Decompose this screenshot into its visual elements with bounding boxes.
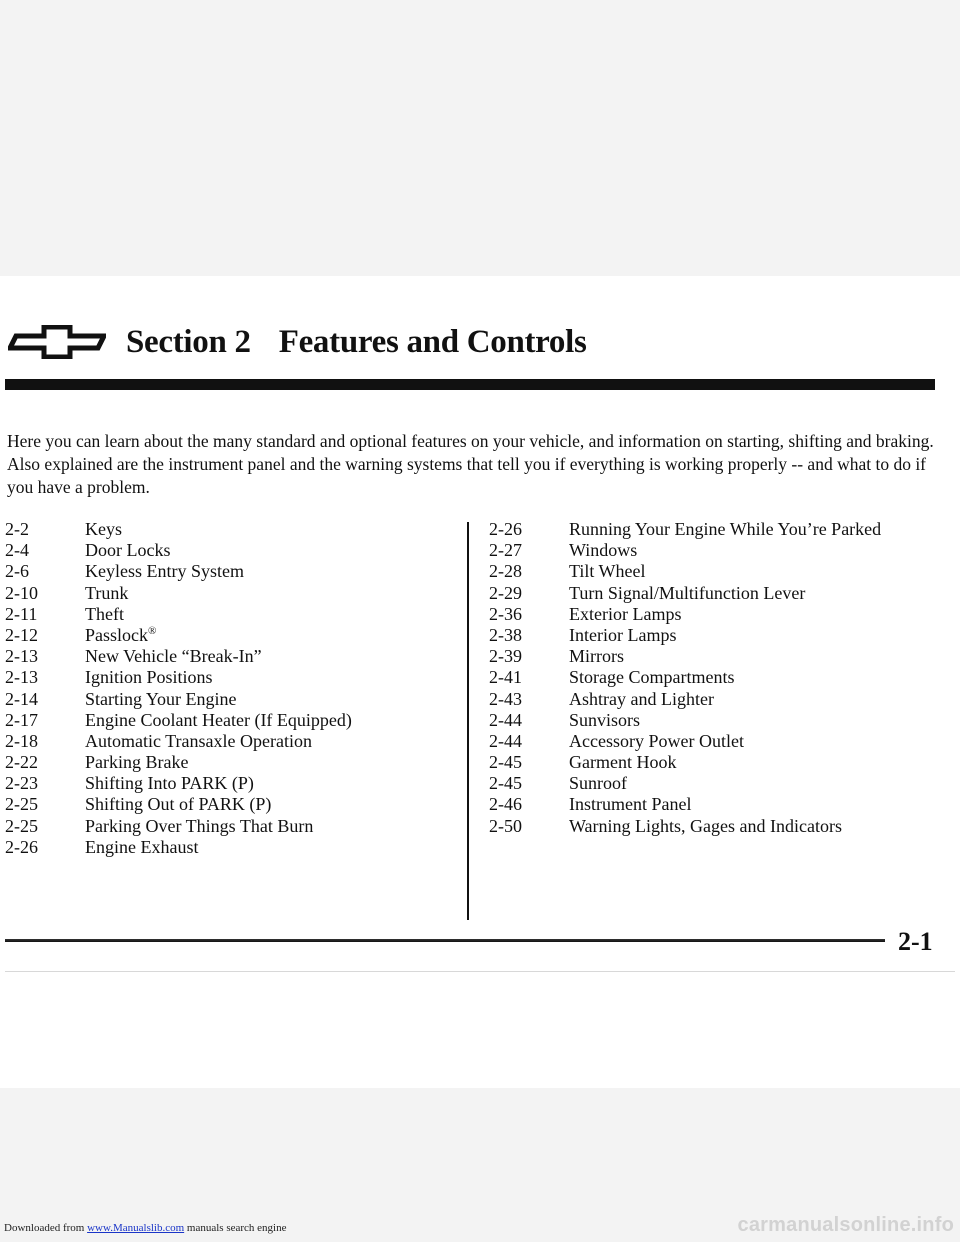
toc-entry (489, 752, 929, 773)
toc-entry (5, 625, 445, 646)
download-footer (4, 1222, 286, 1234)
toc-page-number: 2-29 (489, 582, 522, 603)
toc-title-text: Windows (569, 540, 638, 561)
toc-title (85, 667, 445, 688)
toc-title-text: Running Your Engine While You’re Parked (569, 519, 882, 539)
registered-mark: ® (148, 624, 157, 637)
toc-entry (489, 604, 929, 625)
toc-entry (5, 604, 445, 625)
toc-title (569, 667, 929, 688)
toc-page-number: 2-25 (5, 794, 38, 815)
toc-title-text: Passlock (85, 624, 148, 645)
toc-entry (5, 731, 445, 752)
toc-title (85, 731, 445, 752)
toc-title-text: Door Locks (85, 540, 171, 561)
toc-page-number: 2-17 (5, 709, 38, 730)
toc-entry (5, 561, 445, 582)
toc-entry (5, 773, 445, 794)
toc-page-number: 2-11 (5, 603, 38, 624)
toc-page-number: 2-28 (489, 561, 522, 582)
toc-title (569, 625, 929, 646)
toc-title-text: Accessory Power Outlet (569, 730, 744, 751)
toc-page-number: 2-13 (5, 667, 38, 688)
toc-page-number: 2-2 (5, 519, 29, 539)
toc-title-text: Exterior Lamps (569, 603, 682, 624)
toc-title (85, 583, 445, 604)
intro-paragraph: Here you can learn about the many standard and optional features on your vehicle, and information on starting, shifting and braking. Also explained are the instrument panel and the warning systems that tell you if everything is working properly -- and what to do if you have a problem. (7, 431, 934, 497)
toc-page-number: 2-44 (489, 709, 522, 730)
toc-page-number: 2-39 (489, 646, 522, 667)
page-number: 2-1 (898, 927, 933, 956)
toc-entry (5, 667, 445, 688)
page-title (126, 324, 587, 361)
toc-entry (489, 667, 929, 688)
toc-page-number: 2-44 (489, 730, 522, 751)
toc-title (569, 646, 929, 667)
footer-prefix: Downloaded from (4, 1222, 88, 1234)
toc-page-number: 2-36 (489, 603, 522, 624)
toc-entry (489, 625, 929, 646)
manualslib-link[interactable]: www.Manualslib.com (87, 1222, 185, 1234)
footer-rule (5, 939, 885, 942)
footer-suffix: manuals search engine (184, 1222, 287, 1234)
toc-page-number: 2-22 (5, 752, 38, 773)
toc-title (569, 561, 929, 582)
toc-page-number: 2-23 (5, 773, 38, 794)
toc-page-number: 2-38 (489, 624, 522, 645)
toc-page-number: 2-14 (5, 688, 38, 709)
toc-title-text: Keyless Entry System (85, 561, 244, 582)
toc-entry (5, 646, 445, 667)
toc-page-number: 2-4 (5, 540, 29, 561)
toc-entry (489, 583, 929, 604)
toc-page-number: 2-26 (5, 836, 38, 857)
toc-title (569, 604, 929, 625)
toc-entry (489, 689, 929, 710)
toc-title-text: Parking Brake (85, 752, 189, 773)
toc-title-text: Garment Hook (569, 752, 677, 773)
toc-page-number: 2-25 (5, 815, 38, 836)
toc-title (569, 540, 929, 561)
toc-title (569, 773, 929, 794)
toc-page-number: 2-18 (5, 730, 38, 751)
toc-page-number: 2-13 (5, 646, 38, 667)
toc-title (569, 794, 929, 815)
toc-entry (5, 752, 445, 773)
toc-entry (489, 794, 929, 815)
toc-page-number: 2-50 (489, 815, 522, 836)
section-header (8, 322, 587, 362)
toc-title-text: Ashtray and Lighter (569, 688, 714, 709)
toc-title (569, 731, 929, 752)
toc-entry (489, 773, 929, 794)
toc-title-text: Starting Your Engine (85, 688, 237, 709)
toc-page-number: 2-12 (5, 624, 38, 645)
toc-title-text: Interior Lamps (569, 624, 677, 645)
toc-page-number: 2-6 (5, 561, 29, 582)
toc-entry (489, 816, 929, 837)
toc-title (85, 689, 445, 710)
toc-entry (5, 519, 445, 540)
toc-title-text: Sunroof (569, 773, 627, 794)
toc-entry (5, 710, 445, 731)
toc-title-text: Tilt Wheel (569, 561, 646, 582)
toc-title (85, 752, 445, 773)
toc-entry (489, 540, 929, 561)
toc-title (85, 710, 445, 731)
toc-title (569, 710, 929, 731)
toc-title-text: Instrument Panel (569, 794, 692, 815)
toc-title-text: Shifting Out of PARK (P) (85, 794, 272, 815)
toc-page-number: 2-45 (489, 773, 522, 794)
toc-title-text: Trunk (85, 582, 129, 603)
scan-line (5, 971, 955, 972)
toc-entry (489, 561, 929, 582)
toc-title (85, 646, 445, 667)
toc-title-text: Storage Compartments (569, 667, 735, 688)
toc-title (569, 752, 929, 773)
toc-title (569, 816, 929, 837)
toc-title-text: Theft (85, 603, 124, 624)
toc-entry (5, 540, 445, 561)
toc-title-text: Parking Over Things That Burn (85, 815, 314, 836)
toc-title (85, 540, 445, 561)
toc-title (85, 519, 445, 540)
toc-title (85, 561, 445, 582)
toc-title-text: Engine Coolant Heater (If Equipped) (85, 709, 352, 730)
toc-entry (5, 816, 445, 837)
toc-page-number: 2-45 (489, 752, 522, 773)
watermark: carmanualsonline.info (737, 1214, 954, 1236)
toc-entry (489, 710, 929, 731)
toc-title (85, 816, 445, 837)
toc-title-text: Shifting Into PARK (P) (85, 773, 254, 794)
toc-title-text: Mirrors (569, 646, 624, 667)
toc-title (85, 604, 445, 625)
toc-page-number: 2-27 (489, 540, 522, 561)
toc-entry (5, 583, 445, 604)
section-number: Section 2 (126, 323, 251, 360)
toc-title (569, 689, 929, 710)
toc-entry (5, 837, 445, 858)
toc-title-text: Ignition Positions (85, 667, 213, 688)
toc-page-number: 2-26 (489, 519, 522, 539)
toc-entry (5, 794, 445, 815)
toc-title-text: Engine Exhaust (85, 836, 199, 857)
toc-title (85, 794, 445, 815)
toc-title (569, 519, 929, 540)
toc-page-number: 2-41 (489, 667, 522, 688)
toc-title-text: Sunvisors (569, 709, 641, 730)
toc-page-number: 2-10 (5, 582, 38, 603)
section-title: Features and Controls (278, 323, 587, 360)
toc-entry (489, 646, 929, 667)
toc-right-column (489, 519, 929, 837)
toc-entry (489, 519, 929, 540)
toc-title (85, 625, 445, 646)
toc-title (569, 583, 929, 604)
toc-title (85, 837, 445, 858)
toc-entry (5, 689, 445, 710)
header-rule (5, 379, 935, 390)
toc-title-text: Keys (85, 519, 122, 539)
toc-title (85, 773, 445, 794)
toc-title-text: Turn Signal/Multifunction Lever (569, 582, 806, 603)
toc-left-column (5, 519, 445, 858)
toc-entry (489, 731, 929, 752)
toc-page-number: 2-43 (489, 688, 522, 709)
toc-title-text: Automatic Transaxle Operation (85, 730, 312, 751)
toc-title-text: New Vehicle “Break-In” (85, 646, 262, 667)
chevrolet-bowtie-icon (8, 325, 106, 359)
toc-title-text: Warning Lights, Gages and Indicators (569, 815, 842, 836)
toc-page-number: 2-46 (489, 794, 522, 815)
column-divider (467, 522, 469, 920)
